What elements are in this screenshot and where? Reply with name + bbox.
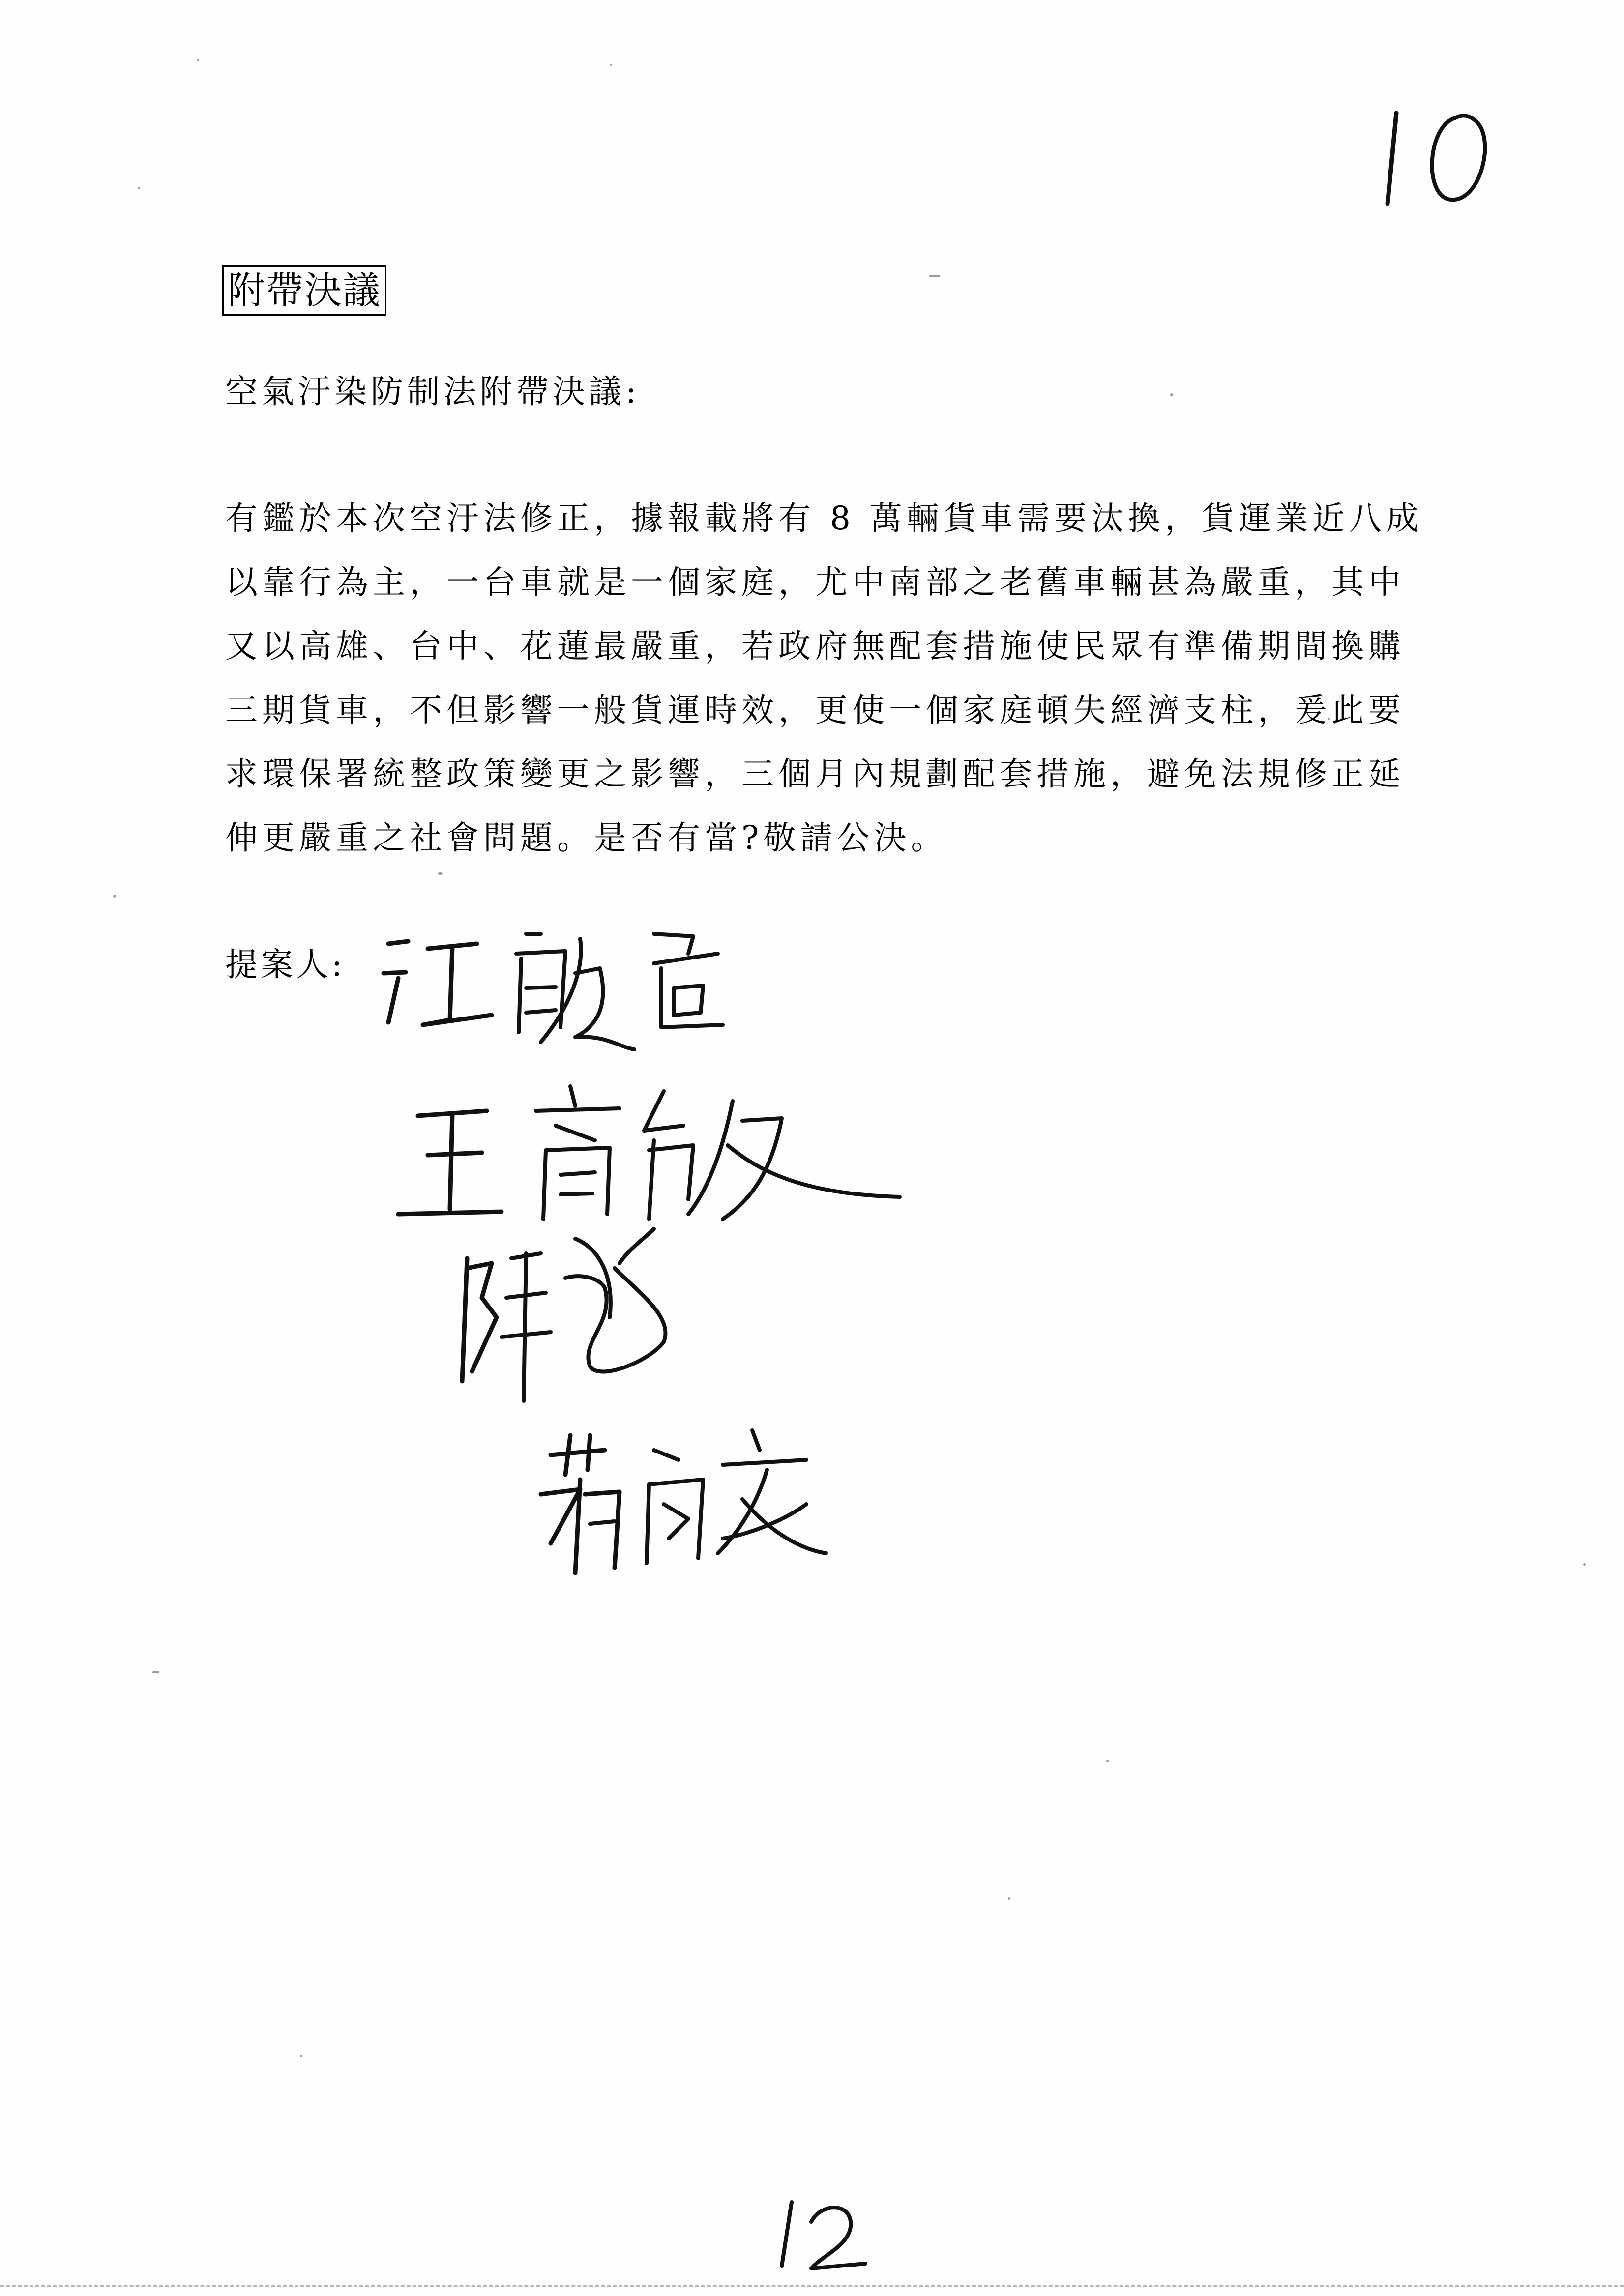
scan-speck [438, 872, 443, 875]
body-line: 伸更嚴重之社會問題。是否有當?敬請公決。 [225, 819, 948, 857]
body-line: 有鑑於本次空汙法修正，據報載將有 8 萬輛貨車需要汰換，貨運業近八成 [225, 499, 1423, 537]
scan-speck [1170, 393, 1173, 396]
bottom-scan-edge [0, 2285, 1624, 2287]
scan-speck [929, 275, 940, 277]
body-line: 以靠行為主，一台車就是一個家庭，尤中南部之老舊車輛甚為嚴重，其中 [225, 563, 1405, 601]
resolution-heading: 空氣汙染防制法附帶決議: [225, 373, 641, 410]
body-line: 又以高雄、台中、花蓮最嚴重，若政府無配套措施使民眾有準備期間換購 [225, 627, 1405, 665]
scan-speck [610, 64, 612, 66]
proposer-label: 提案人: [225, 946, 346, 984]
scan-speck [152, 1671, 159, 1673]
body-line: 求環保署統整政策變更之影響，三個月內規劃配套措施，避免法規修正延 [225, 755, 1405, 793]
signature-4 [531, 1421, 836, 1583]
section-label: 附帶決議 [222, 265, 386, 316]
scan-speck [197, 59, 199, 61]
signature-2 [388, 1072, 910, 1229]
resolution-body [225, 487, 1435, 870]
scan-speck [1106, 1760, 1109, 1762]
scan-speck [300, 2055, 302, 2057]
signature-1 [379, 914, 752, 1062]
handwritten-page-number-bottom [767, 2182, 875, 2281]
scan-speck [1008, 1897, 1010, 1900]
scan-speck [113, 895, 116, 898]
signature-3 [452, 1219, 708, 1416]
scan-speck [1583, 1563, 1586, 1566]
scan-speck [138, 187, 140, 189]
handwritten-page-number-top [1382, 98, 1509, 226]
body-line: 三期貨車，不但影響一般貨運時效，更使一個家庭頓失經濟支柱，爰此要 [225, 691, 1405, 729]
